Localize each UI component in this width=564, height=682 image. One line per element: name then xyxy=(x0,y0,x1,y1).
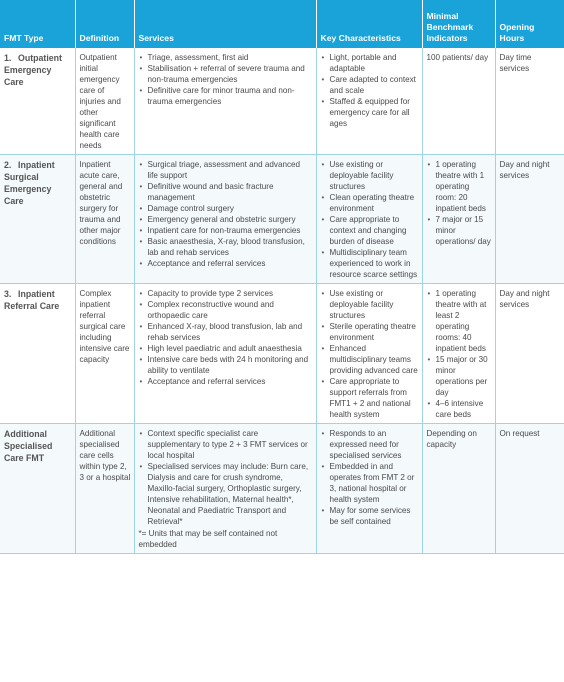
opening-hours-cell: Day time services xyxy=(495,48,564,155)
characteristic-item: • May for some services be self contained xyxy=(321,505,419,527)
service-item: • Surgical triage, assessment and advanced life support xyxy=(139,159,313,181)
characteristic-item: • Multidisciplinary team experienced to work in resource scarce settings xyxy=(321,247,419,280)
service-item: • Specialised services may include: Burn care, Dialysis and care for crush syndrome, Maxillo-facial surgery, Orthoplastic surgery, Intensive rehabilitation, Maternal health*, Neonatal and Paediatric Transport and Retrieval* xyxy=(139,461,313,527)
fmt-type-name: Outpatient Emergency Care xyxy=(4,53,62,87)
characteristic-item: • Care adapted to context and scale xyxy=(321,74,419,96)
service-item: • Basic anaesthesia, X-ray, blood transfusion, lab and rehab services xyxy=(139,236,313,258)
definition-cell: Inpatient acute care, general and obstetric surgery for trauma and other major conditions xyxy=(75,155,134,284)
row-number: 2. xyxy=(4,160,12,170)
key-characteristics-cell xyxy=(316,284,422,424)
benchmark-cell xyxy=(422,284,495,424)
benchmark-cell: 100 patients/ day xyxy=(422,48,495,155)
characteristic-item: • Use existing or deployable facility structures xyxy=(321,159,419,192)
definition-cell: Complex inpatient referral surgical care including intensive care capacity xyxy=(75,284,134,424)
characteristic-item: • Use existing or deployable facility structures xyxy=(321,288,419,321)
opening-hours-cell: Day and night services xyxy=(495,284,564,424)
row-number: 1. xyxy=(4,53,12,63)
benchmark-item: • 7 major or 15 minor operations/ day xyxy=(427,214,492,247)
fmt-type-name: Inpatient Referral Care xyxy=(4,289,60,311)
benchmark-item: • 4–6 intensive care beds xyxy=(427,398,492,420)
fmt-type-cell xyxy=(0,155,75,284)
characteristic-item: • Care appropriate to context and changing burden of disease xyxy=(321,214,419,247)
service-item: • Capacity to provide type 2 services xyxy=(139,288,313,299)
opening-hours-cell: On request xyxy=(495,424,564,554)
header-services: Services xyxy=(134,0,316,48)
benchmark-item: • 1 operating theatre with at least 2 operating rooms: 40 inpatient beds xyxy=(427,288,492,354)
services-cell xyxy=(134,424,316,554)
characteristic-item: • Care appropriate to support referrals from FMT1 + 2 and national health system xyxy=(321,376,419,420)
service-item: • Stabilisation + referral of severe trauma and non-trauma emergencies xyxy=(139,63,313,85)
header-definition: Definition xyxy=(75,0,134,48)
key-characteristics-cell xyxy=(316,48,422,155)
opening-hours-cell: Day and night services xyxy=(495,155,564,284)
header-key-characteristics: Key Characteristics xyxy=(316,0,422,48)
service-item: • Context specific specialist care supplementary to type 2 + 3 FMT services or local hospital xyxy=(139,428,313,461)
services-cell xyxy=(134,48,316,155)
header-fmt-type: FMT Type xyxy=(0,0,75,48)
characteristic-item: • Staffed & equipped for emergency care for all ages xyxy=(321,96,419,129)
fmt-type-cell xyxy=(0,284,75,424)
table-row xyxy=(0,284,564,424)
characteristic-item: • Sterile operating theatre environment xyxy=(321,321,419,343)
service-item: • Acceptance and referral services xyxy=(139,258,313,269)
service-item: • Acceptance and referral services xyxy=(139,376,313,387)
fmt-type-name: Inpatient Surgical Emergency Care xyxy=(4,160,55,206)
benchmark-cell: Depending on capacity xyxy=(422,424,495,554)
row-number: 3. xyxy=(4,289,12,299)
service-item: • Emergency general and obstetric surgery xyxy=(139,214,313,225)
services-cell xyxy=(134,284,316,424)
table-row xyxy=(0,424,564,554)
benchmark-item: • 15 major or 30 minor operations per day xyxy=(427,354,492,398)
fmt-type-cell xyxy=(0,424,75,554)
characteristic-item: • Responds to an expressed need for specialised services xyxy=(321,428,419,461)
definition-cell: Outpatient initial emergency care of injuries and other significant health care needs xyxy=(75,48,134,155)
service-item: • High level paediatric and adult anaesthesia xyxy=(139,343,313,354)
service-item: • Intensive care beds with 24 h monitoring and ability to ventilate xyxy=(139,354,313,376)
table-row xyxy=(0,48,564,155)
table-header-row xyxy=(0,0,564,48)
header-benchmark-indicators: Minimal Benchmark Indicators xyxy=(422,0,495,48)
characteristic-item: • Embedded in and operates from FMT 2 or 3, national hospital or health system xyxy=(321,461,419,505)
characteristic-item: • Clean operating theatre environment xyxy=(321,192,419,214)
characteristic-item: • Enhanced multidisciplinary teams providing advanced care xyxy=(321,343,419,376)
benchmark-item: • 1 operating theatre with 1 operating room: 20 inpatient beds xyxy=(427,159,492,214)
service-item: • Triage, assessment, first aid xyxy=(139,52,313,63)
fmt-type-cell xyxy=(0,48,75,155)
service-item: • Enhanced X-ray, blood transfusion, lab and rehab services xyxy=(139,321,313,343)
service-item: • Complex reconstructive wound and orthopaedic care xyxy=(139,299,313,321)
header-opening-hours: Opening Hours xyxy=(495,0,564,48)
key-characteristics-cell xyxy=(316,155,422,284)
services-cell xyxy=(134,155,316,284)
characteristic-item: • Light, portable and adaptable xyxy=(321,52,419,74)
table-row xyxy=(0,155,564,284)
service-item: • Definitive care for minor trauma and non-trauma emergencies xyxy=(139,85,313,107)
services-footnote: *= Units that may be self contained not embedded xyxy=(138,529,278,549)
service-item: • Damage control surgery xyxy=(139,203,313,214)
service-item: • Definitive wound and basic fracture management xyxy=(139,181,313,203)
benchmark-cell xyxy=(422,155,495,284)
fmt-type-name: Additional Specialised Care FMT xyxy=(4,429,53,463)
key-characteristics-cell xyxy=(316,424,422,554)
service-item: • Inpatient care for non-trauma emergencies xyxy=(139,225,313,236)
definition-cell: Additional specialised care cells within type 2, 3 or a hospital xyxy=(75,424,134,554)
